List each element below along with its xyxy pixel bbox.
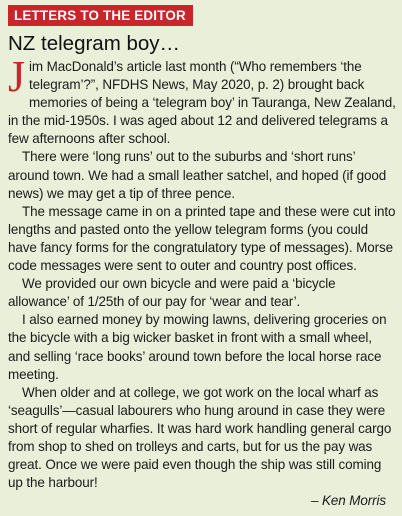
paragraph-1 (8, 52, 396, 148)
paragraph-3: The message came in on a printed tape and these were cut into lengths and pasted onto the yellow telegram forms (you could have fancy forms for the congratulatory type of messages). Morse code messages were sent to outer and country post offices. (8, 203, 396, 274)
paragraph-2: There were ‘long runs’ out to the suburbs and ‘short runs’ around town. We had a small leather satchel, and hoped (if good news) we may get a tip of three pence. (8, 149, 387, 201)
headline: NZ telegram boy… (8, 32, 181, 55)
paragraph-5: I also earned money by mowing lawns, delivering groceries on the bicycle with a big wicker basket in front with a small wheel, and selling ‘race books’ around town before the local horse race meeting. (8, 312, 387, 382)
drop-cap: J (8, 52, 26, 101)
section-label: LETTERS TO THE EDITOR (8, 5, 193, 26)
paragraph-6: When older and at college, we got work on the local wharf as ‘seagulls’—casual labourers who hung around in case they were short of regular wharfies. It was hard work handling general cargo from shop to shed on trolleys and carts, but for us the pay was great. Once we were paid even though the ship was still coming up the harbour! (8, 384, 392, 491)
paragraph-1-text: im MacDonald’s article last month (“Who remembers ‘the telegram’?”, NFDHS News, May 2020, p. 2) brought back memories of being a ‘telegram boy’ in Tauranga, New Zealand, in the mid-1950s. I was aged about 12 and delivered telegrams a few afternoons after school. (8, 59, 396, 147)
paragraph-4: We provided our own bicycle and were paid a ‘bicycle allowance’ of 1/25th of our pay for ‘wear and tear’. (8, 276, 336, 310)
signature: – Ken Morris (311, 493, 386, 509)
letter-body (8, 52, 396, 510)
